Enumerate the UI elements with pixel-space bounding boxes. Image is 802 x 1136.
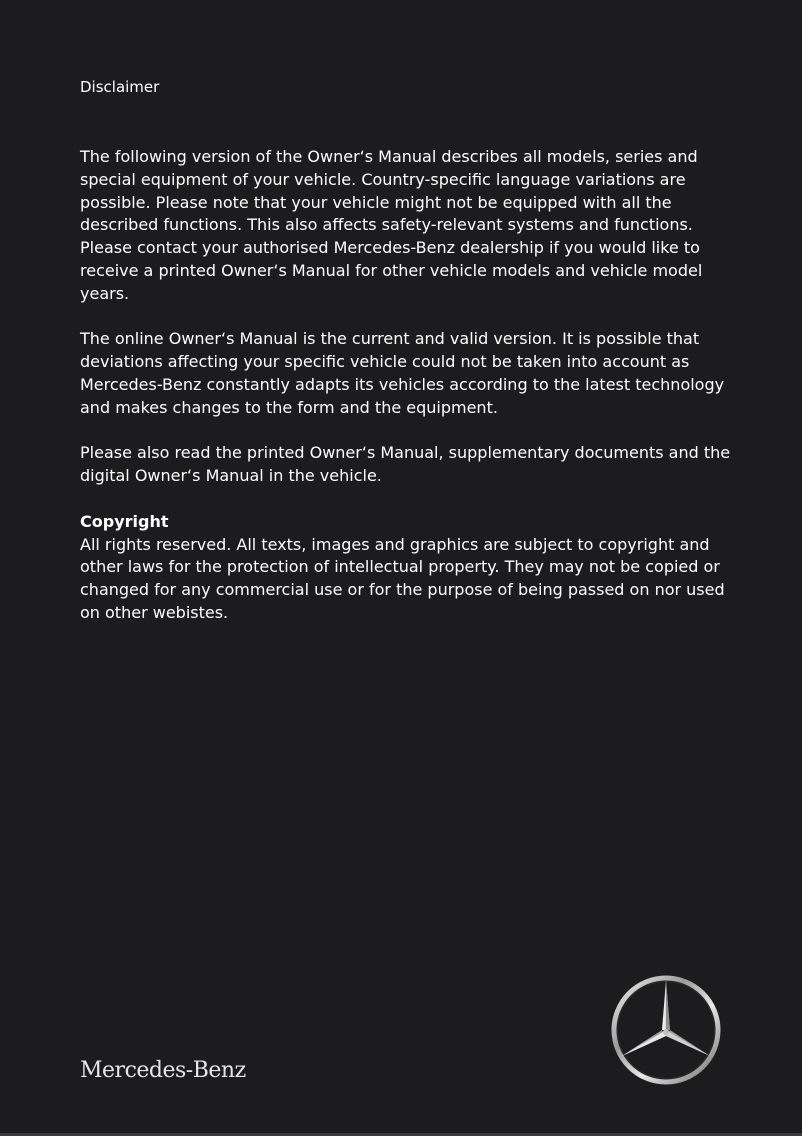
disclaimer-paragraph-2: The online Owner‘s Manual is the current and valid version. It is possible that deviations affecting your specific vehicle could not be taken into account as Mercedes-Benz constantly adapts its vehicles according to the latest technology and makes changes to the form and the equipment.: [80, 329, 725, 417]
brand-wordmark: Mercedes-Benz: [80, 1058, 246, 1083]
page-title: Disclaimer: [80, 78, 160, 96]
disclaimer-paragraph-1: The following version of the Owner‘s Manual describes all models, series and special equipment of your vehicle. Country-specific language variations are possible. Please note that your vehicle might not be equipped with all the described functions. This also affects safety-relevant systems and functions. Please contact your authorised Mercedes-Benz dealership if you would like to receive a printed Owner‘s Manual for other vehicle models and vehicle model years.: [80, 147, 703, 303]
copyright-text: All rights reserved. All texts, images and graphics are subject to copyright and other laws for the protection of intellectual property. They may not be copied or changed for any commercial use or for the purpose of being passed on nor used on other webistes.: [80, 534, 725, 622]
disclaimer-paragraph-3: Please also read the printed Owner‘s Manual, supplementary documents and the digital Owner‘s Manual in the vehicle.: [80, 443, 731, 486]
copyright-section: [80, 511, 740, 625]
disclaimer-content: [80, 146, 740, 625]
mercedes-star-icon: [610, 974, 722, 1086]
copyright-heading: Copyright: [80, 511, 169, 531]
